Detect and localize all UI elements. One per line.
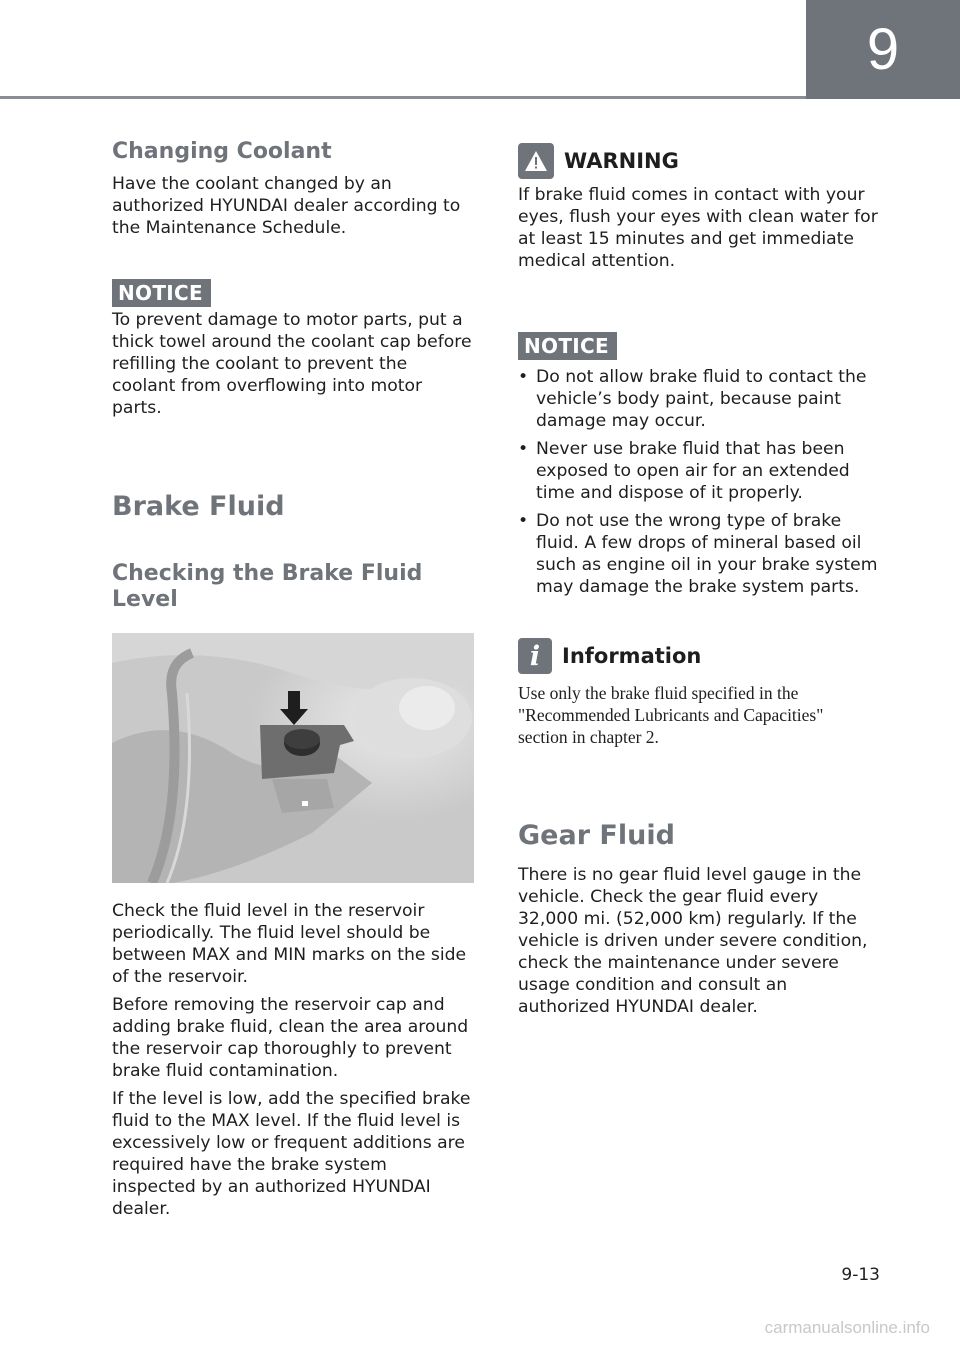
notice-block-brake: [518, 332, 880, 598]
information-block: [518, 638, 880, 748]
gear-fluid-heading: Gear Fluid: [518, 820, 675, 851]
notice-block-coolant: [112, 279, 474, 419]
warning-block: [518, 143, 880, 272]
changing-coolant-heading: Changing Coolant: [112, 139, 332, 164]
list-item: • Do not use the wrong type of brake fluid. A few drops of mineral based oil such as engine oil in your brake system may damage the brake system parts.: [518, 511, 878, 597]
brake-fluid-paragraph-2: Before removing the reservoir cap and adding brake fluid, clean the area around the reservoir cap thoroughly to prevent brake fluid contamination.: [112, 995, 469, 1081]
changing-coolant-text: Have the coolant changed by an authorized HYUNDAI dealer according to the Maintenance Schedule.: [112, 174, 461, 238]
notice-coolant-text: To prevent damage to motor parts, put a thick towel around the coolant cap before refilling the coolant to prevent the coolant from overflowing into motor parts.: [112, 310, 472, 418]
brake-fluid-heading: Brake Fluid: [112, 491, 285, 522]
notice-label: NOTICE: [518, 332, 617, 360]
left-column: [112, 137, 474, 1220]
brake-reservoir-photo: [112, 633, 474, 883]
right-column: [518, 143, 880, 1018]
gear-fluid-text: There is no gear fluid level gauge in the vehicle. Check the gear fluid every 32,000 mi. (52,000 km) regularly. If the vehicle is driven under severe condition, check the maintenance under severe usage condition and consult an authorized HYUNDAI dealer.: [518, 865, 868, 1017]
information-text: Use only the brake fluid specified in the "Recommended Lubricants and Capacities" section in chapter 2.: [518, 683, 824, 747]
page-number: 9-13: [841, 1265, 880, 1285]
notice-label: NOTICE: [112, 279, 211, 307]
notice-brake-list: [518, 366, 880, 598]
watermark: carmanualsonline.info: [764, 1318, 930, 1337]
warning-icon: [518, 143, 554, 179]
warning-text: If brake fluid comes in contact with your eyes, flush your eyes with clean water for at least 15 minutes and get immediate medical attention.: [518, 185, 878, 271]
warning-title: WARNING: [564, 149, 679, 173]
chapter-tab: 9: [806, 0, 960, 99]
list-item: • Never use brake fluid that has been exposed to open air for an extended time and dispose of it properly.: [518, 439, 850, 503]
header-rule: [0, 96, 806, 99]
list-item: • Do not allow brake fluid to contact the vehicle’s body paint, because paint damage may occur.: [518, 367, 867, 431]
info-icon: i: [518, 638, 552, 674]
brake-fluid-paragraph-3: If the level is low, add the specified brake fluid to the MAX level. If the fluid level is excessively low or frequent additions are required have the brake system inspected by an authorized HYUNDAI dealer.: [112, 1089, 471, 1219]
checking-brake-fluid-heading: Checking the Brake Fluid Level: [112, 561, 423, 612]
brake-fluid-paragraph-1: Check the fluid level in the reservoir periodically. The fluid level should be between MAX and MIN marks on the side of the reservoir.: [112, 901, 467, 987]
information-title: Information: [562, 644, 702, 668]
